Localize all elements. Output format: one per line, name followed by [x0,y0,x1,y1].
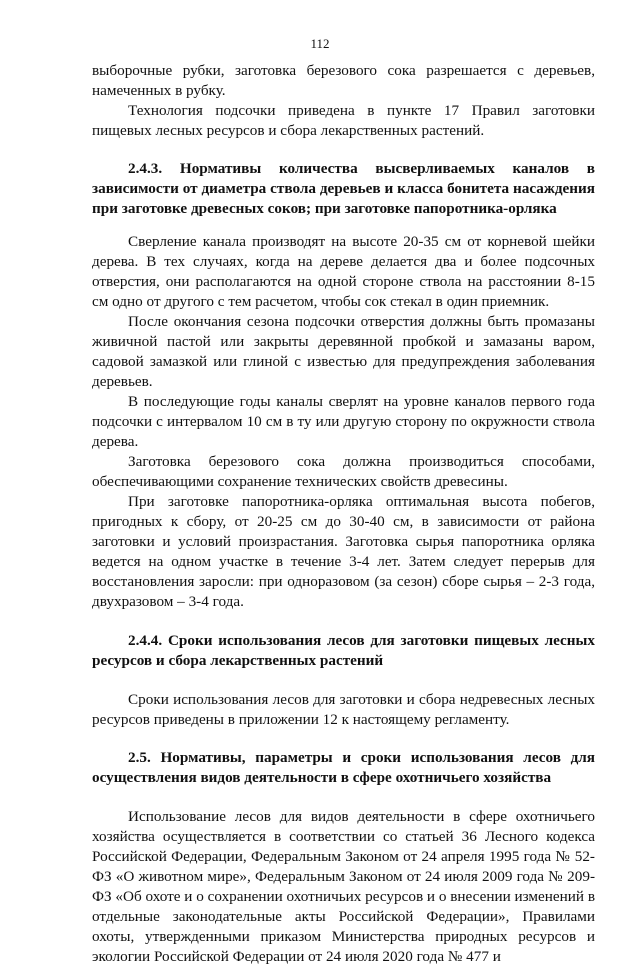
section-heading-2-4-3: 2.4.3. Нормативы количества высверливаемых каналов в зависимости от диаметра ствола деревьев и класса бонитета насаждения при заготовке древесных соков; при заготовке папоротника-орляка [92,160,595,217]
document-body [92,61,595,967]
paragraph-drilling: Сверление канала производят на высоте 20-35 см от корневой шейки дерева. В тех случаях, когда на дереве делается два и более подсочных отверстия, они располагаются на одной стороне ствола на расстоянии 8-15 см одно от другого с тем расчетом, чтобы сок стекал в один приемник. [92,233,595,310]
paragraph-hunting: Использование лесов для видов деятельности в сфере охотничьего хозяйства осуществляется в соответствии со статьей 36 Лесного кодекса Российской Федерации, Федеральным Законом от 24 апреля 1995 года № 52-ФЗ «О животном мире», Федеральным Законом от 24 июля 2009 года № 209-ФЗ «Об охоте и о сохранении охотничьих ресурсов и о внесении изменений в отдельные законодательные акты Российской Федерации», Правилами охоты, утвержденными приказом Министерства природных ресурсов и экологии Российской Федерации от 24 июля 2020 года № 477 и [92,808,595,965]
paragraph-following-years: В последующие годы каналы сверлят на уровне каналов первого года подсочки с интервалом 10 см в ту или другую сторону по окружности ствола дерева. [92,393,595,450]
paragraph-bracken: При заготовке папоротника-орляка оптимальная высота побегов, пригодных к сбору, от 20-25 см до 30-40 см, в зависимости от района заготовки и условий произрастания. Заготовка сырья папоротника орляка ведется на одном участке в течение 3-4 лет. Затем следует перерыв для восстановления заросли: при одноразовом (за сезон) сборе сырья – 2-3 года, двухразовом – 3-4 года. [92,493,595,610]
paragraph-usage-terms: Сроки использования лесов для заготовки и сбора недревесных лесных ресурсов приведены в приложении 12 к настоящему регламенту. [92,691,595,728]
paragraph-birch-sap: Заготовка березового сока должна производиться способами, обеспечивающими сохранение технических свойств древесины. [92,453,595,490]
section-heading-2-4-4: 2.4.4. Сроки использования лесов для заготовки пищевых лесных ресурсов и сбора лекарственных растений [92,632,595,669]
section-heading-2-5: 2.5. Нормативы, параметры и сроки использования лесов для осуществления видов деятельности в сфере охотничьего хозяйства [92,749,595,786]
paragraph-technology: Технология подсочки приведена в пункте 17 Правил заготовки пищевых лесных ресурсов и сбора лекарственных растений. [92,102,595,139]
page-number: 112 [310,36,330,51]
paragraph-continuation: выборочные рубки, заготовка березового сока разрешается с деревьев, намеченных в рубку. [92,62,595,99]
paragraph-season-end: После окончания сезона подсочки отверстия должны быть промазаны живичной пастой или закрыты деревянной пробкой и замазаны варом, садовой замазкой или глиной с известью для предупреждения заболевания деревьев. [92,313,595,390]
